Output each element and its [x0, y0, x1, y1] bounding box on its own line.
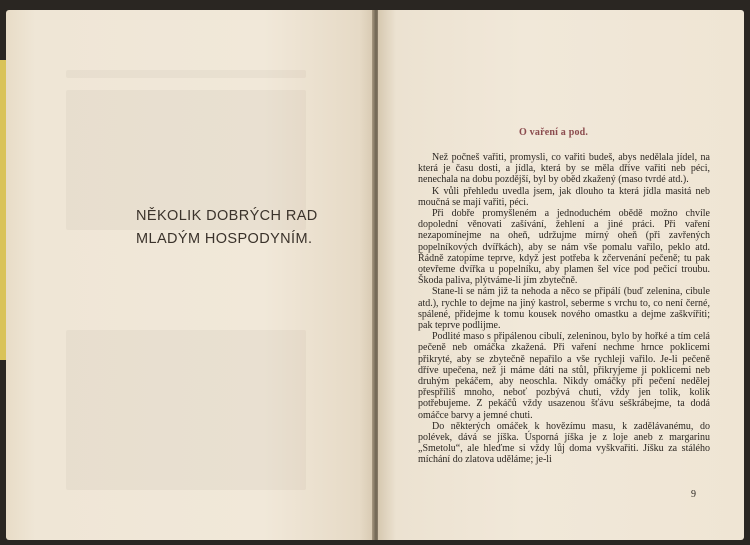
chapter-title: [136, 205, 318, 251]
paragraph: Stane-li se nám již ta nehoda a něco se připálí (buď zelenina, cibule atd.), rychle to dejme na jiný kastrol, seberme s vrchu to, co není černé, spálené, přidejme k tomu kousek nového omastku a dejme zaškvířiti; pak teprve podlijme.: [418, 286, 710, 332]
section-heading: O vaření a pod.: [519, 127, 589, 138]
paragraph: K vůli přehledu uvedla jsem, jak dlouho ta která jídla masitá neb moučná se mají vařiti, péci.: [418, 185, 710, 208]
chapter-title-line-1: NĚKOLIK DOBRÝCH RAD: [136, 208, 318, 224]
left-page: [6, 10, 374, 540]
chapter-title-line-2: MLADÝM HOSPODYNÍM.: [136, 231, 313, 247]
body-text: [418, 152, 710, 466]
paragraph: Než počneš vařiti, promysli, co vařiti budeš, abys nedělala jídel, na která je času dosti, a jídla, která by se měla dříve vařiti neb péci, nenechala na dobu pozdější, byl by oběd zkažený (maso tvrdé atd.).: [418, 152, 710, 186]
paragraph: Do některých omáček k hovězímu masu, k zadělávanému, do polévek, dává se jíška. Úsporná jíška je z loje aneb z margarinu „Smetolu“, ale hleďme si vždy lůj doma vyškvařiti. Jíšku za stálého míchání do zlatova uděláme; je-li: [418, 420, 710, 466]
paragraph: Při dobře promyšleném a jednoduchém obědě možno chvíle dopolední věnovati zašívání, žehlení a jiné práci. Při vaření nezapomínejme na oheň, udržujme mírný oheň (při zavřených popelníkových dvířkách), aby se nám vše pomalu vařilo, peklo atd. Řádně zatopíme teprve, když jest potřeba k zčervenání pečeně; tu pak otevřeme dvířka u popelníku, aby plamen šel více pod pečicí troubu. Škoda paliva, plýtváme-li jím zbytečně.: [418, 208, 710, 287]
page-number: 9: [691, 489, 696, 500]
paragraph: Podlité maso s připálenou cibulí, zeleninou, bylo by hořké a tím celá pečeně neb omáčka zkažená. Při vaření nechme hrnce poklicemi přikryté, aby se zbytečně nepařilo a vše rychleji vařilo. Je-li pečeně dříve upečena, než ji máme dáti na stůl, přikryjeme ji poklicemi neb druhým pekáčem, aby neoschla. Nikdy omáčky při pečení nedělej přespříliš mnoho, neboť pozbývá chuti, vždy jen tolik, kolik potřebujeme. Z pekáčů vždy usazenou šťávu seškrábejme, ta dodá omáčce barvy a jemné chuti.: [418, 331, 710, 421]
